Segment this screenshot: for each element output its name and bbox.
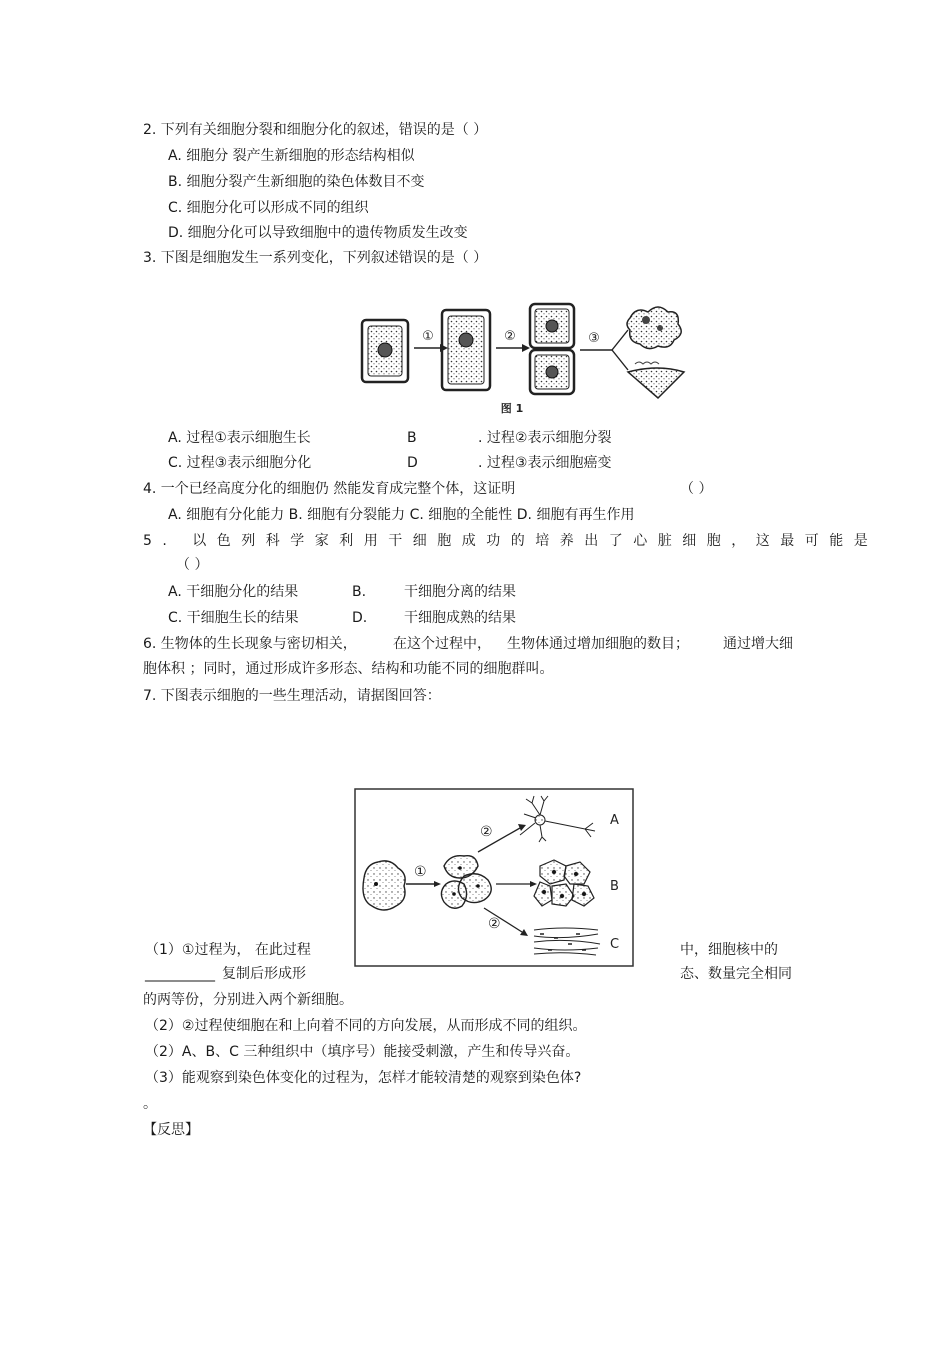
- reflection-heading: 【反思】: [143, 1122, 199, 1138]
- q5-answer-paren: （ ）: [176, 557, 209, 573]
- step2-label: ②: [504, 329, 516, 344]
- q7-sub2b: （2）A、B、C 三种组织中（填序号）能接受刺激，产生和传导兴奋。: [145, 1044, 580, 1060]
- q7-tail: 。: [143, 1096, 157, 1112]
- label-b: B: [610, 879, 619, 894]
- q7-sub1-blank: __________: [145, 966, 215, 982]
- q5-option-b: 干细胞分离的结果: [404, 584, 516, 600]
- q7-sub1-right2: 态、数量完全相同: [680, 966, 792, 982]
- q5-option-a: A. 干细胞分化的结果: [168, 584, 299, 600]
- q4-options: A. 细胞有分化能力 B. 细胞有分裂能力 C. 细胞的全能性 D. 细胞有再生作用: [168, 507, 635, 523]
- q6-line2: 胞体积 ；同时，通过形成许多形态、结构和功能不同的细胞群叫。: [143, 661, 554, 677]
- q4-answer-paren: （ ）: [680, 481, 713, 497]
- step3-label: ③: [588, 331, 600, 346]
- q3-option-b: . 过程②表示细胞分裂: [478, 430, 612, 446]
- step1-label: ①: [414, 864, 427, 880]
- q7-sub2: （2）②过程使细胞在和上向着不同的方向发展，从而形成不同的组织。: [145, 1018, 587, 1034]
- q6-line1-part2: 在这个过程中，: [393, 636, 491, 652]
- q5-option-b-letter: B.: [352, 584, 367, 600]
- step2a-label: ②: [480, 824, 493, 840]
- q6-line1-part1: 6. 生物体的生长现象与密切相关，: [143, 636, 357, 652]
- q3-option-d-letter: D: [407, 455, 418, 471]
- q7-sub1-right: 中，细胞核中的: [680, 942, 778, 958]
- q5-option-c: C. 干细胞生长的结果: [168, 610, 299, 626]
- label-a: A: [610, 813, 619, 828]
- q2-option-a: A. 细胞分 裂产生新细胞的形态结构相似: [168, 148, 415, 164]
- q3-option-a: A. 过程①表示细胞生长: [168, 430, 311, 446]
- step1-label: ①: [422, 329, 434, 344]
- q7-stem: 7. 下图表示细胞的一些生理活动，请据图回答：: [143, 688, 441, 704]
- q5-stem: 5. 以色列科学家利用干细胞成功的培养出了心脏细胞，这最可能是: [143, 533, 879, 549]
- q6-line1-part3: 生物体通过增加细胞的数目；: [507, 636, 689, 652]
- q2-option-c: C. 细胞分化可以形成不同的组织: [168, 200, 369, 216]
- tissue-fan: [628, 362, 684, 398]
- q7-sub1-line3: 的两等份，分别进入两个新细胞。: [143, 992, 353, 1008]
- original-cell: [363, 861, 405, 910]
- q7-sub1-left2: 复制后形成形: [222, 966, 306, 982]
- figure-cell-activities: [354, 788, 635, 968]
- q3-option-d: . 过程③表示细胞癌变: [478, 455, 612, 471]
- label-c: C: [610, 937, 620, 952]
- q7-sub1-left: （1）①过程为， 在此过程: [145, 942, 311, 958]
- q5-option-d: 干细胞成熟的结果: [404, 610, 516, 626]
- tissue-cluster: [627, 307, 681, 349]
- q3-stem: 3. 下图是细胞发生一系列变化，下列叙述错误的是（ ）: [143, 250, 488, 266]
- cell-divided: [530, 304, 574, 394]
- q2-option-d: D. 细胞分化可以导致细胞中的遗传物质发生改变: [168, 225, 468, 241]
- step2b-label: ②: [488, 916, 501, 932]
- q3-option-c: C. 过程③表示细胞分化: [168, 455, 312, 471]
- q4-stem: 4. 一个已经高度分化的细胞仍 然能发育成完整个体，这证明: [143, 481, 516, 497]
- q2-stem: 2. 下列有关细胞分裂和细胞分化的叙述，错误的是（ ）: [143, 122, 488, 138]
- cell-grown: [442, 310, 490, 390]
- figure-1-caption: 图 1: [500, 402, 524, 415]
- cell-small: [362, 320, 408, 382]
- q2-option-b: B. 细胞分裂产生新细胞的染色体数目不变: [168, 174, 425, 190]
- q7-sub3: （3）能观察到染色体变化的过程为，怎样才能较清楚的观察到染色体?: [145, 1070, 582, 1086]
- figure-1-cell-changes: [360, 300, 690, 418]
- q6-line1-part4: 通过增大细: [723, 636, 793, 652]
- q3-option-b-letter: B: [407, 430, 417, 446]
- q5-option-d-letter: D.: [352, 610, 368, 626]
